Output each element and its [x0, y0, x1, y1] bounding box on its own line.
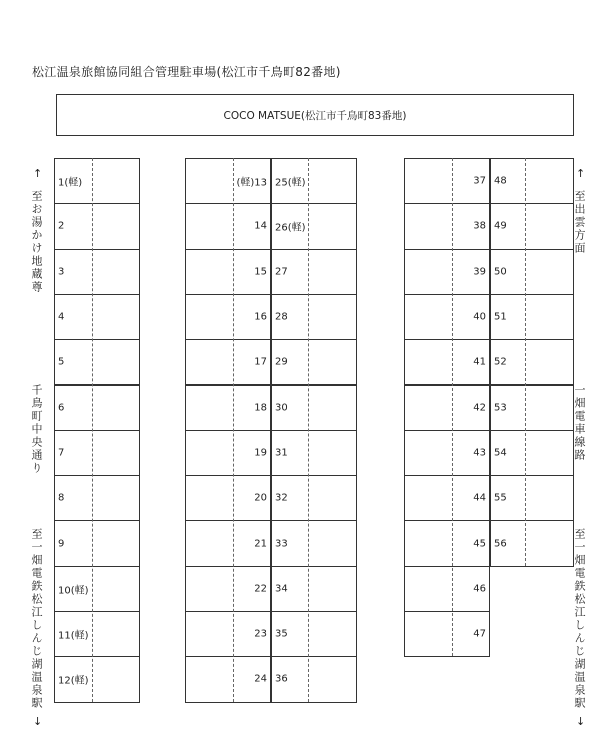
- stall-number: 30: [275, 402, 288, 414]
- parking-stall: [404, 520, 490, 566]
- stall-number: 51: [494, 311, 507, 323]
- parking-stall: [404, 430, 490, 476]
- parking-stall: [404, 611, 490, 657]
- parking-stall: [54, 611, 140, 657]
- stall-number: 36: [275, 673, 288, 685]
- parking-stall: [490, 475, 574, 521]
- stall-number: 18: [254, 402, 267, 414]
- stall-number: 12(軽): [58, 675, 89, 687]
- parking-stall: [404, 158, 490, 204]
- stall-number: 50: [494, 266, 507, 278]
- parking-stall: [271, 656, 357, 702]
- label-right-to-station: 至一畑電鉄松江しんじ湖温泉駅: [573, 528, 586, 710]
- stall-number: 15: [254, 266, 267, 278]
- parking-stall: [54, 520, 140, 566]
- stall-number: 34: [275, 583, 288, 595]
- label-to-izumo: 至出雲方面: [573, 190, 586, 255]
- stall-number: 7: [58, 447, 65, 459]
- parking-stall: [490, 339, 574, 385]
- stall-number: 33: [275, 538, 288, 550]
- parking-stall: [185, 158, 271, 204]
- parking-stall: [271, 611, 357, 657]
- parking-stall: [271, 249, 357, 295]
- stall-divider: [308, 158, 309, 702]
- stall-number: 16: [254, 311, 267, 323]
- stall-number: 32: [275, 492, 288, 504]
- stall-number: 42: [473, 402, 486, 414]
- stall-number: 17: [254, 356, 267, 368]
- parking-stall: [271, 475, 357, 521]
- stall-number: 40: [473, 311, 486, 323]
- stall-number: 35: [275, 628, 288, 640]
- stall-number: 28: [275, 311, 288, 323]
- stall-number: 22: [254, 583, 267, 595]
- building-label: COCO MATSUE(松江市千鳥町83番地): [223, 109, 407, 122]
- parking-stall: [54, 158, 140, 204]
- stall-number: 44: [473, 492, 486, 504]
- stall-number: 54: [494, 447, 507, 459]
- left-down-arrow-icon: ↓: [33, 715, 43, 728]
- stall-number: 43: [473, 447, 486, 459]
- parking-stall: [404, 566, 490, 612]
- parking-stall: [271, 158, 357, 204]
- stall-number: 48: [494, 175, 507, 187]
- stall-divider: [452, 158, 453, 656]
- stall-divider: [525, 158, 526, 566]
- stall-number: 10(軽): [58, 585, 89, 597]
- parking-stall: [185, 566, 271, 612]
- parking-stall: [404, 203, 490, 249]
- parking-stall: [185, 656, 271, 702]
- right-down-arrow-icon: ↓: [576, 715, 586, 728]
- stall-number: 29: [275, 356, 288, 368]
- stall-number: 45: [473, 538, 486, 550]
- parking-stall: [271, 339, 357, 385]
- stall-number: 8: [58, 492, 65, 504]
- parking-stall: [490, 385, 574, 431]
- page-title: 松江温泉旅館協同組合管理駐車場(松江市千鳥町82番地): [32, 65, 341, 79]
- parking-stall: [185, 339, 271, 385]
- parking-stall: [54, 430, 140, 476]
- parking-stall: [404, 385, 490, 431]
- coco-matsue-building: [56, 94, 574, 136]
- label-railway: 一畑電車線路: [573, 384, 586, 462]
- parking-stall: [185, 520, 271, 566]
- stall-number: 24: [254, 673, 267, 685]
- stall-number: 6: [58, 402, 65, 414]
- parking-stall: [54, 656, 140, 702]
- stall-number: 5: [58, 356, 65, 368]
- parking-stall: [490, 520, 574, 566]
- parking-stall: [490, 294, 574, 340]
- stall-number: 39: [473, 266, 486, 278]
- parking-stall: [271, 385, 357, 431]
- stall-divider: [92, 158, 93, 702]
- parking-stall: [54, 475, 140, 521]
- parking-stall: [271, 566, 357, 612]
- right-up-arrow-icon: ↑: [576, 167, 586, 180]
- stall-number: 49: [494, 220, 507, 232]
- parking-stall: [185, 430, 271, 476]
- stall-number: 1(軽): [58, 177, 83, 189]
- stall-number: 55: [494, 492, 507, 504]
- stall-number: 14: [254, 220, 267, 232]
- stall-number: 9: [58, 538, 65, 550]
- parking-stall: [54, 385, 140, 431]
- parking-stall: [404, 249, 490, 295]
- parking-stall: [185, 611, 271, 657]
- parking-stall: [404, 294, 490, 340]
- stall-number: 56: [494, 538, 507, 550]
- stall-number: 26(軽): [275, 222, 306, 234]
- parking-stall: [54, 249, 140, 295]
- label-left-to-station: 至一畑電鉄松江しんじ湖温泉駅: [30, 528, 43, 710]
- stall-number: 4: [58, 311, 65, 323]
- parking-stall: [54, 294, 140, 340]
- parking-stall: [490, 203, 574, 249]
- parking-stall: [54, 339, 140, 385]
- parking-stall: [185, 249, 271, 295]
- stall-number: 46: [473, 583, 486, 595]
- stall-number: 27: [275, 266, 288, 278]
- stall-number: 20: [254, 492, 267, 504]
- parking-stall: [54, 566, 140, 612]
- stall-number: 37: [473, 175, 486, 187]
- stall-number: 31: [275, 447, 288, 459]
- parking-stall: [404, 475, 490, 521]
- parking-stall: [271, 294, 357, 340]
- stall-number: 23: [254, 628, 267, 640]
- stall-number: 53: [494, 402, 507, 414]
- stall-divider: [233, 158, 234, 702]
- parking-stall: [54, 203, 140, 249]
- parking-stall: [271, 430, 357, 476]
- stall-number: 25(軽): [275, 177, 306, 189]
- parking-stall: [271, 203, 357, 249]
- left-up-arrow-icon: ↑: [33, 167, 43, 180]
- stall-number: 11(軽): [58, 630, 89, 642]
- label-to-footbath: 至お湯かけ地蔵尊: [30, 190, 43, 294]
- parking-stall: [185, 203, 271, 249]
- parking-stall: [404, 339, 490, 385]
- stall-number: 38: [473, 220, 486, 232]
- stall-number: 21: [254, 538, 267, 550]
- parking-stall: [185, 475, 271, 521]
- parking-stall: [271, 520, 357, 566]
- parking-stall: [185, 385, 271, 431]
- stall-number: 47: [473, 628, 486, 640]
- stall-number: 2: [58, 220, 65, 232]
- stall-number: 3: [58, 266, 65, 278]
- parking-stall: [490, 249, 574, 295]
- stall-number: 41: [473, 356, 486, 368]
- stall-number: 19: [254, 447, 267, 459]
- label-street: 千鳥町中央通り: [30, 384, 43, 475]
- parking-stall: [185, 294, 271, 340]
- stall-number: (軽)13: [236, 177, 267, 189]
- parking-stall: [490, 430, 574, 476]
- stall-number: 52: [494, 356, 507, 368]
- parking-stall: [490, 158, 574, 204]
